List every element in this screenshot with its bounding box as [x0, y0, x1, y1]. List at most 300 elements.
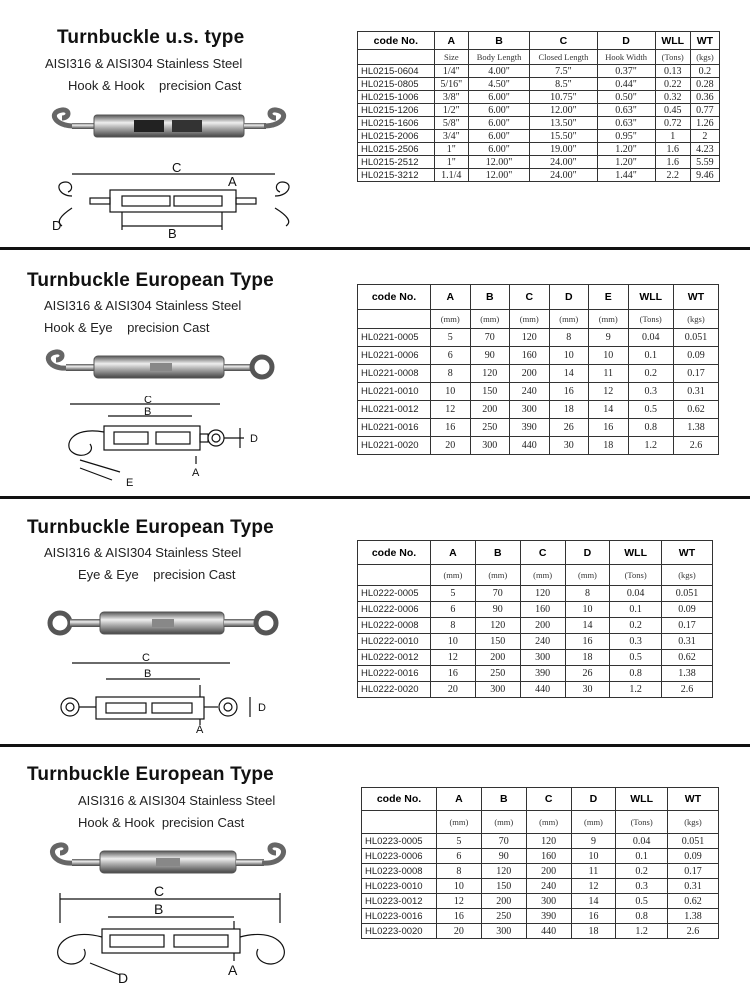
header-row	[362, 788, 719, 811]
code-cell: HL0221-0005	[358, 329, 431, 347]
value-cell: 10	[437, 879, 482, 894]
table-row	[358, 650, 713, 666]
table-row	[358, 104, 720, 117]
value-cell: 120	[520, 586, 565, 602]
value-cell: 150	[470, 383, 510, 401]
unit-cell: (mm)	[481, 811, 526, 834]
unit-cell: (Tons)	[628, 310, 673, 329]
code-cell: HL0221-0006	[358, 347, 431, 365]
code-cell: HL0215-2506	[358, 143, 435, 156]
value-cell: 0.3	[616, 879, 668, 894]
value-cell: 0.22	[655, 78, 690, 91]
value-cell: 3/4"	[434, 130, 468, 143]
value-cell: 9.46	[690, 169, 719, 182]
value-cell: 7.5"	[530, 65, 597, 78]
col-header: C	[510, 285, 550, 310]
value-cell: 5/8"	[434, 117, 468, 130]
table-row	[358, 169, 720, 182]
value-cell: 160	[510, 347, 550, 365]
value-cell: 0.32	[655, 91, 690, 104]
value-cell: 1.44"	[597, 169, 655, 182]
label-a: A	[228, 962, 238, 978]
col-header: WLL	[628, 285, 673, 310]
code-cell: HL0215-1606	[358, 117, 435, 130]
value-cell: 26	[549, 419, 589, 437]
value-cell: 240	[526, 879, 571, 894]
label-c: C	[142, 652, 150, 664]
table-row	[358, 383, 719, 401]
value-cell: 0.5	[628, 401, 673, 419]
value-cell: 0.09	[661, 602, 712, 618]
value-cell: 5	[431, 329, 471, 347]
label-e: E	[126, 477, 134, 488]
value-cell: 6	[431, 602, 476, 618]
value-cell: 0.2	[610, 618, 662, 634]
value-cell: 16	[571, 909, 616, 924]
col-header: A	[434, 32, 468, 50]
unit-cell: (mm)	[565, 565, 610, 586]
unit-cell	[358, 565, 431, 586]
value-cell: 12.00"	[468, 169, 529, 182]
section-title: Turnbuckle European Type	[27, 764, 274, 785]
section-title: Turnbuckle u.s. type	[57, 27, 245, 48]
table-row	[358, 329, 719, 347]
value-cell: 390	[526, 909, 571, 924]
col-header: WT	[673, 285, 718, 310]
label-d: D	[52, 218, 62, 233]
value-cell: 30	[549, 437, 589, 455]
table-row	[358, 347, 719, 365]
code-cell: HL0223-0012	[362, 894, 437, 909]
value-cell: 6.00"	[468, 143, 529, 156]
col-header: D	[597, 32, 655, 50]
value-cell: 200	[510, 365, 550, 383]
value-cell: 300	[526, 894, 571, 909]
spec-table	[361, 787, 719, 939]
value-cell: 16	[437, 909, 482, 924]
code-cell: HL0223-0005	[362, 834, 437, 849]
value-cell: 1.2	[628, 437, 673, 455]
value-cell: 300	[510, 401, 550, 419]
value-cell: 0.63"	[597, 117, 655, 130]
table-row	[358, 130, 720, 143]
value-cell: 0.44"	[597, 78, 655, 91]
value-cell: 300	[481, 924, 526, 939]
value-cell: 0.051	[661, 586, 712, 602]
label-d: D	[250, 433, 258, 445]
unit-cell: (mm)	[520, 565, 565, 586]
value-cell: 0.8	[610, 666, 662, 682]
col-header: code No.	[358, 541, 431, 565]
value-cell: 300	[470, 437, 510, 455]
value-cell: 12	[431, 650, 476, 666]
code-cell: HL0215-1006	[358, 91, 435, 104]
value-cell: 0.13	[655, 65, 690, 78]
value-cell: 0.17	[673, 365, 718, 383]
value-cell: 6	[437, 849, 482, 864]
value-cell: 24.00"	[530, 156, 597, 169]
value-cell: 18	[571, 924, 616, 939]
section-european-hook-eye	[0, 250, 750, 496]
col-header: WT	[667, 788, 718, 811]
value-cell: 12	[589, 383, 629, 401]
col-header: B	[475, 541, 520, 565]
value-cell: 11	[589, 365, 629, 383]
col-header: C	[526, 788, 571, 811]
value-cell: 14	[589, 401, 629, 419]
value-cell: 16	[431, 419, 471, 437]
value-cell: 70	[481, 834, 526, 849]
value-cell: 300	[520, 650, 565, 666]
unit-cell: (Tons)	[616, 811, 668, 834]
type-line: Hook & Hook precision Cast	[78, 815, 245, 830]
label-c: C	[144, 396, 152, 406]
value-cell: 1.6	[655, 156, 690, 169]
unit-cell: (mm)	[589, 310, 629, 329]
spec-table	[357, 284, 719, 455]
label-a: A	[196, 724, 204, 735]
value-cell: 6.00"	[468, 104, 529, 117]
unit-cell: (mm)	[470, 310, 510, 329]
value-cell: 1.26	[690, 117, 719, 130]
table-row	[362, 834, 719, 849]
turnbuckle-hook-hook-photo	[44, 104, 294, 150]
label-b: B	[144, 406, 152, 418]
type-line: Hook & Hook precision Cast	[68, 78, 242, 93]
value-cell: 1/2"	[434, 104, 468, 117]
value-cell: 5	[437, 834, 482, 849]
value-cell: 13.50"	[530, 117, 597, 130]
value-cell: 0.8	[628, 419, 673, 437]
code-cell: HL0221-0008	[358, 365, 431, 383]
value-cell: 8	[431, 365, 471, 383]
table-row	[358, 618, 713, 634]
label-a: A	[228, 174, 237, 189]
value-cell: 0.09	[667, 849, 718, 864]
value-cell: 20	[431, 437, 471, 455]
value-cell: 8	[565, 586, 610, 602]
value-cell: 1/4"	[434, 65, 468, 78]
label-c: C	[154, 883, 165, 899]
value-cell: 440	[526, 924, 571, 939]
col-header: code No.	[362, 788, 437, 811]
col-header: code No.	[358, 285, 431, 310]
label-c: C	[172, 160, 182, 175]
value-cell: 2.6	[667, 924, 718, 939]
value-cell: 1.38	[661, 666, 712, 682]
value-cell: 0.62	[667, 894, 718, 909]
value-cell: 0.5	[610, 650, 662, 666]
value-cell: 26	[565, 666, 610, 682]
col-header: A	[431, 541, 476, 565]
value-cell: 15.50"	[530, 130, 597, 143]
value-cell: 70	[470, 329, 510, 347]
value-cell: 160	[520, 602, 565, 618]
value-cell: 2.6	[661, 682, 712, 698]
code-cell: HL0215-2512	[358, 156, 435, 169]
value-cell: 18	[589, 437, 629, 455]
value-cell: 0.62	[661, 650, 712, 666]
value-cell: 10.75"	[530, 91, 597, 104]
table-row	[358, 602, 713, 618]
unit-cell: Size	[434, 50, 468, 65]
value-cell: 6.00"	[468, 91, 529, 104]
label-d: D	[258, 702, 266, 714]
col-header: WT	[690, 32, 719, 50]
value-cell: 0.36	[690, 91, 719, 104]
value-cell: 0.63"	[597, 104, 655, 117]
col-header: E	[589, 285, 629, 310]
header-row	[358, 541, 713, 565]
type-line: Eye & Eye precision Cast	[78, 567, 236, 582]
unit-cell	[358, 310, 431, 329]
value-cell: 3/8"	[434, 91, 468, 104]
value-cell: 0.31	[673, 383, 718, 401]
value-cell: 300	[475, 682, 520, 698]
value-cell: 1"	[434, 156, 468, 169]
table-row	[358, 65, 720, 78]
table-row	[358, 78, 720, 91]
col-header: D	[565, 541, 610, 565]
code-cell: HL0222-0008	[358, 618, 431, 634]
col-header: C	[530, 32, 597, 50]
value-cell: 0.8	[616, 909, 668, 924]
value-cell: 0.72	[655, 117, 690, 130]
value-cell: 0.051	[667, 834, 718, 849]
value-cell: 16	[431, 666, 476, 682]
units-row	[362, 811, 719, 834]
value-cell: 70	[475, 586, 520, 602]
value-cell: 2.2	[655, 169, 690, 182]
table-row	[362, 894, 719, 909]
value-cell: 150	[481, 879, 526, 894]
value-cell: 200	[475, 650, 520, 666]
table-row	[362, 909, 719, 924]
unit-cell: (mm)	[475, 565, 520, 586]
value-cell: 90	[470, 347, 510, 365]
value-cell: 10	[549, 347, 589, 365]
value-cell: 440	[510, 437, 550, 455]
col-header: WLL	[655, 32, 690, 50]
value-cell: 20	[431, 682, 476, 698]
value-cell: 0.04	[616, 834, 668, 849]
value-cell: 5/16"	[434, 78, 468, 91]
value-cell: 0.2	[690, 65, 719, 78]
value-cell: 2	[690, 130, 719, 143]
col-header: B	[468, 32, 529, 50]
value-cell: 20	[437, 924, 482, 939]
dimension-diagram	[50, 883, 300, 983]
code-cell: HL0223-0016	[362, 909, 437, 924]
value-cell: 200	[520, 618, 565, 634]
units-row	[358, 310, 719, 329]
value-cell: 0.2	[628, 365, 673, 383]
value-cell: 160	[526, 849, 571, 864]
value-cell: 14	[565, 618, 610, 634]
value-cell: 9	[589, 329, 629, 347]
value-cell: 1	[655, 130, 690, 143]
value-cell: 0.28	[690, 78, 719, 91]
spec-table	[357, 31, 720, 182]
value-cell: 1.2	[616, 924, 668, 939]
code-cell: HL0221-0016	[358, 419, 431, 437]
value-cell: 0.17	[661, 618, 712, 634]
col-header: C	[520, 541, 565, 565]
col-header: code No.	[358, 32, 435, 50]
table-row	[358, 634, 713, 650]
value-cell: 9	[571, 834, 616, 849]
col-header: A	[437, 788, 482, 811]
value-cell: 120	[481, 864, 526, 879]
unit-cell: (kgs)	[673, 310, 718, 329]
code-cell: HL0215-1206	[358, 104, 435, 117]
value-cell: 390	[510, 419, 550, 437]
value-cell: 12	[431, 401, 471, 419]
value-cell: 0.95"	[597, 130, 655, 143]
code-cell: HL0223-0008	[362, 864, 437, 879]
code-cell: HL0222-0020	[358, 682, 431, 698]
table-row	[362, 924, 719, 939]
value-cell: 0.09	[673, 347, 718, 365]
code-cell: HL0222-0010	[358, 634, 431, 650]
label-b: B	[144, 668, 152, 680]
col-header: D	[571, 788, 616, 811]
value-cell: 0.37"	[597, 65, 655, 78]
unit-cell: (mm)	[526, 811, 571, 834]
col-header: B	[481, 788, 526, 811]
code-cell: HL0215-0604	[358, 65, 435, 78]
value-cell: 1.2	[610, 682, 662, 698]
value-cell: 5.59	[690, 156, 719, 169]
section-us-hook-hook	[0, 0, 750, 247]
unit-cell	[362, 811, 437, 834]
turnbuckle-eye-eye-photo	[44, 605, 284, 641]
code-cell: HL0221-0020	[358, 437, 431, 455]
col-header: A	[431, 285, 471, 310]
section-european-eye-eye	[0, 499, 750, 744]
unit-cell: (kgs)	[667, 811, 718, 834]
value-cell: 18	[565, 650, 610, 666]
value-cell: 120	[526, 834, 571, 849]
type-line: Hook & Eye precision Cast	[44, 320, 210, 335]
unit-cell: (kgs)	[661, 565, 712, 586]
value-cell: 6.00"	[468, 117, 529, 130]
value-cell: 10	[565, 602, 610, 618]
value-cell: 4.23	[690, 143, 719, 156]
unit-cell: (Tons)	[655, 50, 690, 65]
table-row	[358, 143, 720, 156]
value-cell: 5	[431, 586, 476, 602]
table-row	[358, 91, 720, 104]
value-cell: 11	[571, 864, 616, 879]
unit-cell: (Tons)	[610, 565, 662, 586]
value-cell: 1.1/4	[434, 169, 468, 182]
code-cell: HL0223-0020	[362, 924, 437, 939]
value-cell: 200	[526, 864, 571, 879]
value-cell: 390	[520, 666, 565, 682]
code-cell: HL0215-0805	[358, 78, 435, 91]
table-row	[362, 849, 719, 864]
value-cell: 14	[549, 365, 589, 383]
value-cell: 90	[475, 602, 520, 618]
code-cell: HL0221-0010	[358, 383, 431, 401]
unit-cell: (mm)	[549, 310, 589, 329]
table-row	[358, 586, 713, 602]
material-line: AISI316 & AISI304 Stainless Steel	[44, 298, 242, 313]
value-cell: 6	[431, 347, 471, 365]
value-cell: 0.04	[628, 329, 673, 347]
unit-cell: (mm)	[571, 811, 616, 834]
col-header: B	[470, 285, 510, 310]
value-cell: 8	[549, 329, 589, 347]
value-cell: 19.00"	[530, 143, 597, 156]
code-cell: HL0215-3212	[358, 169, 435, 182]
value-cell: 0.1	[628, 347, 673, 365]
value-cell: 8.5"	[530, 78, 597, 91]
value-cell: 0.2	[616, 864, 668, 879]
value-cell: 10	[431, 383, 471, 401]
material-line: AISI316 & AISI304 Stainless Steel	[44, 545, 242, 560]
value-cell: 250	[470, 419, 510, 437]
code-cell: HL0222-0012	[358, 650, 431, 666]
value-cell: 0.04	[610, 586, 662, 602]
value-cell: 12.00"	[468, 156, 529, 169]
dimension-diagram	[50, 160, 300, 240]
value-cell: 8	[431, 618, 476, 634]
value-cell: 16	[565, 634, 610, 650]
value-cell: 250	[481, 909, 526, 924]
value-cell: 0.3	[628, 383, 673, 401]
value-cell: 1.38	[667, 909, 718, 924]
units-row	[358, 565, 713, 586]
col-header: WLL	[610, 541, 662, 565]
unit-cell: (mm)	[431, 565, 476, 586]
value-cell: 150	[475, 634, 520, 650]
label-b: B	[168, 226, 177, 240]
value-cell: 16	[589, 419, 629, 437]
value-cell: 18	[549, 401, 589, 419]
value-cell: 200	[481, 894, 526, 909]
value-cell: 240	[510, 383, 550, 401]
value-cell: 0.5	[616, 894, 668, 909]
section-title: Turnbuckle European Type	[27, 517, 274, 538]
value-cell: 200	[470, 401, 510, 419]
value-cell: 4.00"	[468, 65, 529, 78]
value-cell: 4.50"	[468, 78, 529, 91]
turnbuckle-hook-hook-photo	[44, 839, 294, 879]
unit-cell: (mm)	[431, 310, 471, 329]
table-row	[362, 864, 719, 879]
value-cell: 12.00"	[530, 104, 597, 117]
material-line: AISI316 & AISI304 Stainless Steel	[45, 56, 243, 71]
material-line: AISI316 & AISI304 Stainless Steel	[78, 793, 276, 808]
col-header: WT	[661, 541, 712, 565]
value-cell: 1"	[434, 143, 468, 156]
value-cell: 0.50"	[597, 91, 655, 104]
section-title: Turnbuckle European Type	[27, 270, 274, 291]
value-cell: 120	[470, 365, 510, 383]
code-cell: HL0223-0006	[362, 849, 437, 864]
code-cell: HL0222-0005	[358, 586, 431, 602]
header-row	[358, 32, 720, 50]
code-cell: HL0221-0012	[358, 401, 431, 419]
table-row	[358, 156, 720, 169]
table-row	[358, 117, 720, 130]
unit-cell: (mm)	[510, 310, 550, 329]
dimension-diagram	[50, 649, 290, 735]
value-cell: 0.62	[673, 401, 718, 419]
value-cell: 1.38	[673, 419, 718, 437]
